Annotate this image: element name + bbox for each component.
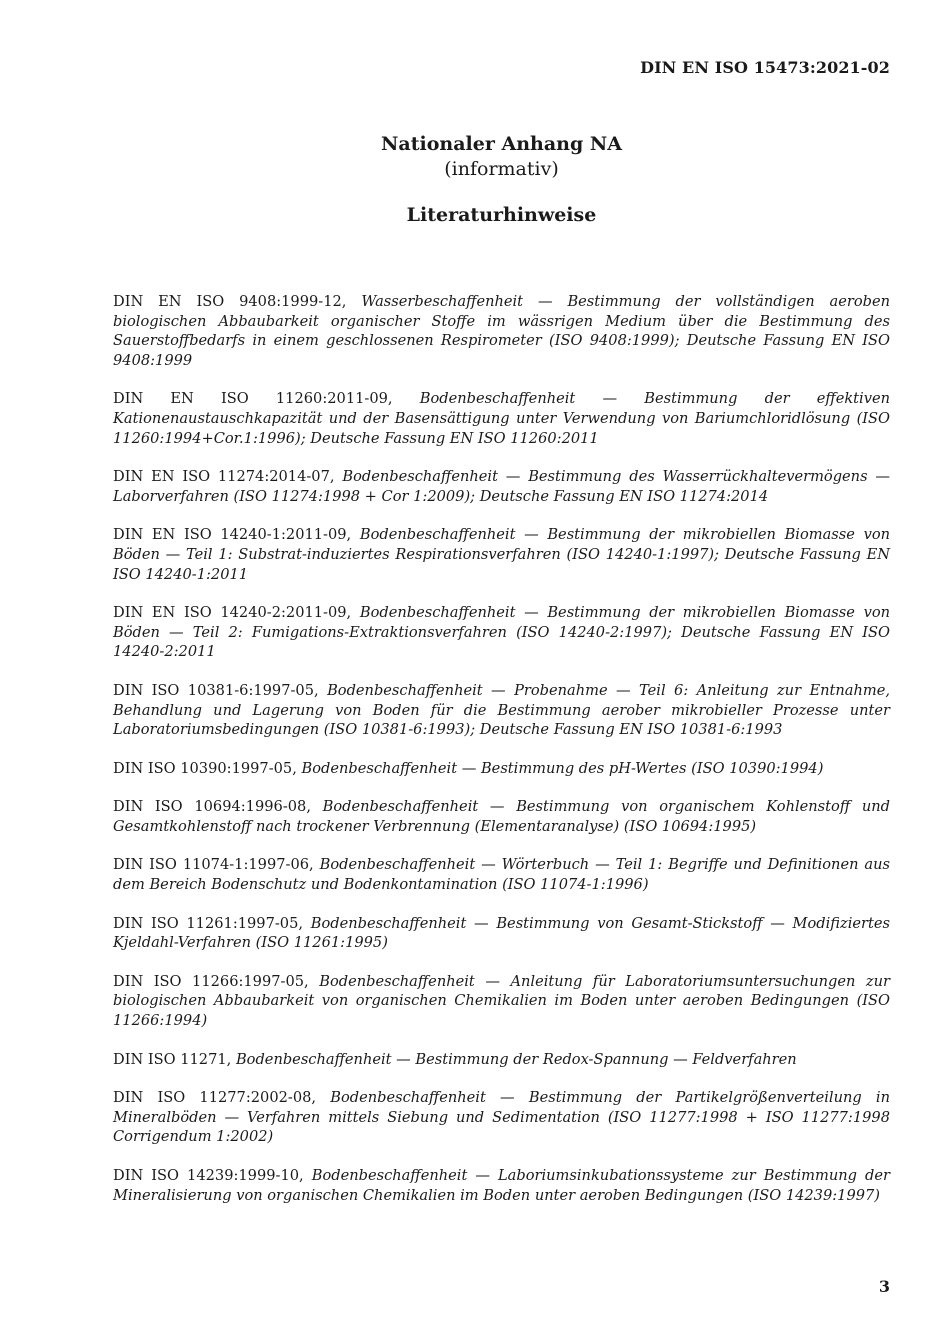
reference-item [113, 1166, 890, 1205]
reference-list [113, 292, 890, 1224]
reference-item [113, 1088, 890, 1147]
reference-item [113, 759, 890, 779]
reference-title: Bodenbeschaffenheit — Laboriumsinkubationssysteme zur Bestimmung der Mineralisierung von organischen Chemikalien im Boden unter aeroben Bedingungen (ISO 14239:1997) [113, 1167, 890, 1204]
reference-title: Bodenbeschaffenheit — Bestimmung des Wasserrückhaltevermögens — Laborverfahren (ISO 11274:1998 + Cor 1:2009); Deutsche Fassung EN ISO 11274:2014 [113, 468, 890, 505]
page-number: 3 [878, 1277, 890, 1296]
reference-designation: DIN ISO 10390:1997-05, [113, 759, 297, 777]
reference-title: Bodenbeschaffenheit — Probenahme — Teil 6: Anleitung zur Entnahme, Behandlung und Lagerung von Boden für die Bestimmung aerober mikrobieller Prozesse unter Laboratoriumsbedingungen (ISO 10381-6:1993); Deutsche Fassung EN ISO 10381-6:1993 [113, 681, 890, 739]
reference-title: Bodenbeschaffenheit — Bestimmung der Redox-Spannung — Feldverfahren [235, 1050, 797, 1068]
reference-title: Bodenbeschaffenheit — Bestimmung der mikrobiellen Biomasse von Böden — Teil 1: Substrat-induziertes Respirationsverfahren (ISO 14240-1:1997); Deutsche Fassung EN ISO 14240-1:2011 [113, 526, 891, 583]
reference-designation: DIN ISO 10381-6:1997-05, [113, 681, 319, 699]
reference-item [113, 525, 890, 584]
reference-designation: DIN EN ISO 14240-2:2011-09, [113, 604, 352, 622]
reference-title: Bodenbeschaffenheit — Bestimmung der mikrobiellen Biomasse von Böden — Teil 2: Fumigations-Extraktionsverfahren (ISO 14240-2:1997); Deutsche Fassung EN ISO 14240-2:2011 [113, 604, 891, 661]
reference-designation: DIN ISO 11277:2002-08, [113, 1089, 317, 1107]
reference-item [113, 292, 890, 370]
reference-designation: DIN EN ISO 11260:2011-09, [113, 390, 393, 408]
reference-designation: DIN ISO 11074-1:1997-06, [113, 856, 314, 874]
annex-subtitle: (informativ) [444, 158, 559, 180]
reference-designation: DIN EN ISO 11274:2014-07, [113, 468, 335, 486]
reference-item [113, 389, 890, 448]
reference-item [113, 1050, 890, 1070]
reference-designation: DIN ISO 14239:1999-10, [113, 1167, 304, 1184]
reference-item [113, 603, 890, 662]
reference-designation: DIN ISO 11261:1997-05, [113, 914, 304, 932]
reference-item [113, 681, 890, 740]
annex-title: Nationaler Anhang NA [381, 133, 622, 155]
reference-title: Bodenbeschaffenheit — Wörterbuch — Teil 1: Begriffe und Definitionen aus dem Bereich Bodenschutz und Bodenkontamination (ISO 11074-1:1996) [113, 856, 891, 894]
reference-title: Bodenbeschaffenheit — Bestimmung von Gesamt-Stickstoff — Modifiziertes Kjeldahl-Verfahren (ISO 11261:1995) [113, 914, 890, 952]
reference-title: Bodenbeschaffenheit — Bestimmung der Partikelgrößenverteilung in Mineralböden — Verfahren mittels Siebung und Sedimentation (ISO 11277:1998 + ISO 11277:1998 Corrigendum 1:2002) [113, 1089, 890, 1146]
reference-designation: DIN EN ISO 9408:1999-12, [113, 293, 347, 310]
reference-item [113, 797, 890, 836]
reference-item [113, 855, 890, 894]
reference-designation: DIN EN ISO 14240-1:2011-09, [113, 526, 352, 544]
reference-title: Wasserbeschaffenheit — Bestimmung der vollständigen aeroben biologischen Abbaubarkeit organischer Stoffe im wässrigen Medium über die Bestimmung des Sauerstoffbedarfs in einem geschlossenen Respirometer (ISO 9408:1999); Deutsche Fassung EN ISO 9408:1999 [113, 293, 890, 369]
reference-title: Bodenbeschaffenheit — Bestimmung des pH-Wertes (ISO 10390:1994) [301, 759, 824, 777]
section-title: Literaturhinweise [406, 204, 597, 226]
reference-designation: DIN ISO 11266:1997-05, [113, 972, 309, 990]
reference-designation: DIN ISO 11271, [113, 1050, 232, 1068]
reference-designation: DIN ISO 10694:1996-08, [113, 798, 311, 816]
reference-title: Bodenbeschaffenheit — Anleitung für Laboratoriumsuntersuchungen zur biologischen Abbaubarkeit von organischen Chemikalien im Boden unter aeroben Bedingungen (ISO 11266:1994) [113, 972, 890, 1030]
document-id: DIN EN ISO 15473:2021-02 [640, 58, 890, 77]
reference-item [113, 467, 890, 506]
reference-title: Bodenbeschaffenheit — Bestimmung von organischem Kohlenstoff und Gesamtkohlenstoff nach trockener Verbrennung (Elementaranalyse) (ISO 10694:1995) [113, 798, 890, 835]
annex-heading [0, 131, 950, 228]
reference-item [113, 914, 890, 953]
reference-title: Bodenbeschaffenheit — Bestimmung der effektiven Kationenaustauschkapazität und der Basensättigung unter Verwendung von Bariumchloridlösung (ISO 11260:1994+Cor.1:1996); Deutsche Fassung EN ISO 11260:2011 [113, 390, 890, 447]
reference-item [113, 972, 890, 1031]
